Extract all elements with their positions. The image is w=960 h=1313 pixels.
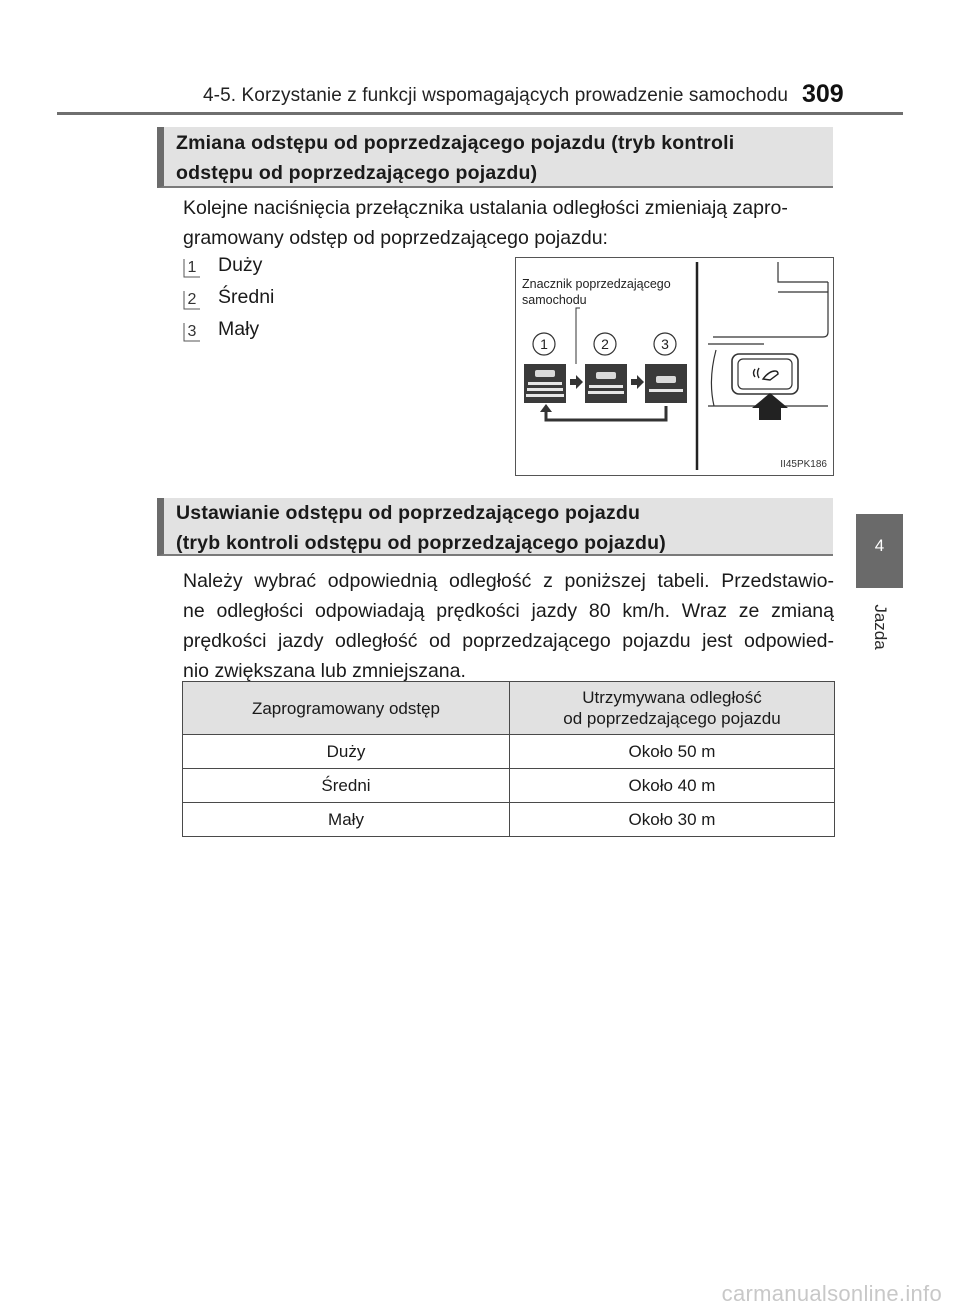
section2-body-line: Należy wybrać odpowiednią odległość z poniższej tabeli. Przedstawio- [183, 570, 834, 592]
table-cell-distance: Około 50 m [510, 735, 835, 769]
chapter-tab [856, 514, 903, 588]
arrow-up-icon [540, 404, 552, 412]
chapter-number: 4 [874, 536, 885, 555]
section-heading-2-line1: Ustawianie odstępu od poprzedzającego pojazdu [176, 502, 641, 524]
table-header-distance-line2: od poprzedzającego pojazdu [563, 709, 781, 728]
table-header-distance [510, 682, 835, 735]
table-header-setting: Zaprogramowany odstęp [183, 682, 510, 735]
table-header-row [183, 682, 835, 735]
section-heading-2 [157, 498, 833, 556]
section1-intro [183, 193, 834, 253]
figure-caption-line1: Znacznik poprzedzającego [522, 277, 671, 291]
arrow-right-icon [570, 375, 583, 389]
marker-number: 1 [540, 336, 548, 352]
distance-switch-illustration [515, 257, 834, 476]
section-heading-1-line2: odstępu od poprzedzającego pojazdu) [176, 162, 538, 184]
table-row [183, 769, 835, 803]
item-number: 2 [187, 291, 197, 308]
item-label: Duży [218, 254, 263, 276]
distance-icon-short [645, 364, 687, 403]
item-label: Średni [218, 286, 275, 308]
return-arrow-line [546, 406, 666, 420]
item-label: Mały [218, 318, 260, 340]
page-number: 309 [802, 80, 844, 108]
table-cell-setting: Duży [183, 735, 510, 769]
press-arrow-icon [752, 393, 788, 420]
section1-intro-line2: gramowany odstęp od poprzedzającego pojazdu: [183, 227, 608, 249]
item-number-badge [183, 256, 201, 278]
marker-circle-3 [654, 333, 676, 355]
section-heading-1 [157, 127, 833, 188]
table-cell-distance: Około 30 m [510, 803, 835, 837]
section2-body-line: nio zwiększana lub zmniejszana. [183, 660, 466, 682]
table-cell-distance: Około 40 m [510, 769, 835, 803]
marker-circle-2 [594, 333, 616, 355]
item-number-badge [183, 288, 201, 310]
figure-code: II45PK186 [780, 459, 827, 470]
table-header-distance-line1: Utrzymywana odległość [582, 688, 762, 707]
distance-icon-long [524, 364, 566, 403]
follow-distance-icon [754, 368, 779, 380]
section2-body-line: ne odległości odpowiadają prędkości jazdy 80 km/h. Wraz ze zmianą [183, 600, 834, 622]
table-row [183, 735, 835, 769]
item-number: 1 [187, 259, 197, 276]
table-cell-setting: Mały [183, 803, 510, 837]
marker-number: 2 [601, 336, 609, 352]
watermark: carmanualsonline.info [721, 1281, 942, 1306]
figure-caption-line2: samochodu [522, 293, 587, 307]
running-header: 4-5. Korzystanie z funkcji wspomagających prowadzenie samochodu [203, 85, 789, 106]
marker-number: 3 [661, 336, 669, 352]
section2-body [183, 566, 834, 686]
chapter-label-box [869, 597, 891, 657]
header-rule [57, 112, 903, 115]
section-heading-1-line1: Zmiana odstępu od poprzedzającego pojazdu (tryb kontroli [176, 132, 735, 154]
table-cell-setting: Średni [183, 769, 510, 803]
table-row [183, 803, 835, 837]
caption-leader-line [576, 308, 580, 364]
distance-switch-drawing [708, 262, 828, 406]
arrow-right-icon [631, 375, 644, 389]
distance-table [182, 681, 835, 837]
marker-circle-1 [533, 333, 555, 355]
distance-icon-middle [585, 364, 627, 403]
item-number-badge [183, 320, 201, 342]
chapter-label: Jazda [871, 604, 890, 650]
section1-intro-line1: Kolejne naciśnięcia przełącznika ustalania odległości zmieniają zapro- [183, 197, 788, 219]
section2-body-line: prędkości jazdy odległość od poprzedzającego pojazdu jest odpowied- [183, 630, 834, 652]
figure-drawing [516, 258, 832, 474]
section-heading-2-line2: (tryb kontroli odstępu od poprzedzającego pojazdu) [176, 532, 666, 554]
item-number: 3 [187, 323, 197, 340]
